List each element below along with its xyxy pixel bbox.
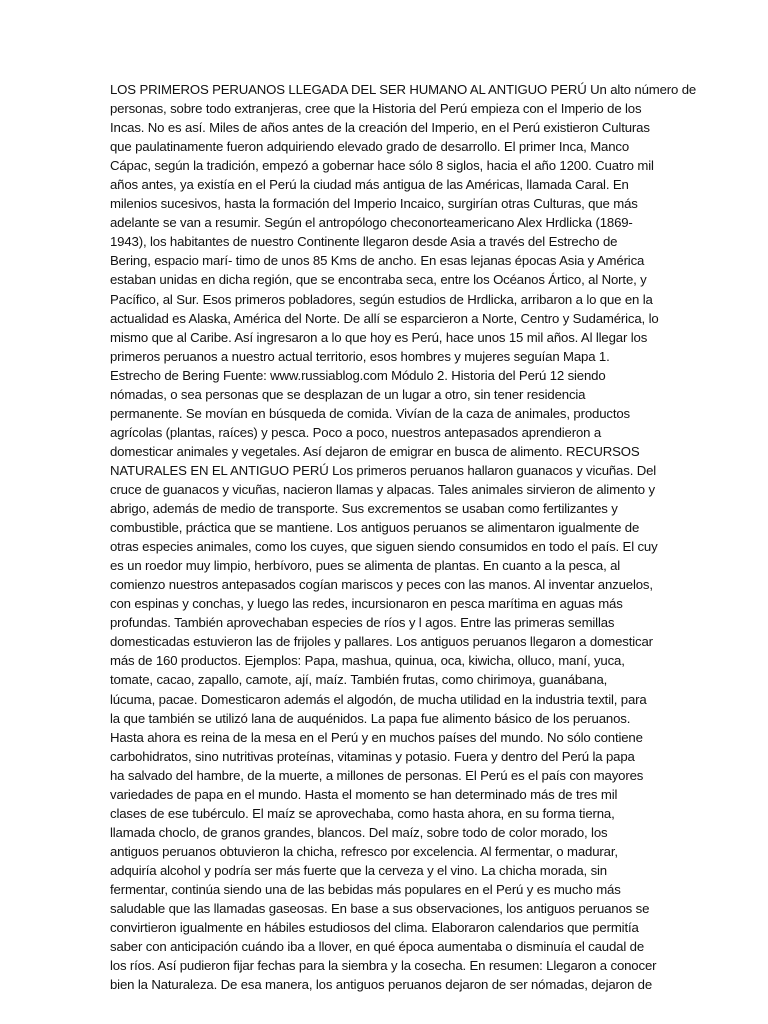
text-line: clases de ese tubérculo. El maíz se aprovechaba, como hasta ahora, en su forma tierna, bbox=[110, 805, 615, 821]
text-line: es un roedor muy limpio, herbívoro, pues se alimenta de plantas. En cuanto a la pesca, al bbox=[110, 558, 621, 574]
text-line: fermentar, continúa siendo una de las bebidas más populares en el Perú y es mucho más bbox=[110, 881, 621, 897]
text-line: permanente. Se movían en búsqueda de comida. Vivían de la caza de animales, productos bbox=[110, 405, 630, 421]
text-line: llamada choclo, de granos grandes, blancos. Del maíz, sobre todo de color morado, los bbox=[110, 824, 608, 840]
text-line: saludable que las llamadas gaseosas. En base a sus observaciones, los antiguos peruanos se bbox=[110, 901, 650, 917]
text-line: personas, sobre todo extranjeras, cree que la Historia del Perú empieza con el Imperio de los bbox=[110, 101, 642, 117]
text-line: que paulatinamente fueron adquiriendo elevado grado de desarrollo. El primer Inca, Manco bbox=[110, 139, 630, 155]
text-line: tomate, cacao, zapallo, camote, ají, maíz. También frutas, como chirimoya, guanábana, bbox=[110, 672, 608, 688]
document-body-text bbox=[110, 80, 697, 993]
text-line: lúcuma, pacae. Domesticaron además el algodón, de mucha utilidad en la industria textil, para bbox=[110, 691, 647, 707]
text-line: mismo que al Caribe. Así ingresaron a lo que hoy es Perú, hace unos 15 mil años. Al llegar los bbox=[110, 329, 648, 345]
text-line: años antes, ya existía en el Perú la ciudad más antigua de las Américas, llamada Caral. En bbox=[110, 177, 629, 193]
text-line: Incas. No es así. Miles de años antes de la creación del Imperio, en el Perú existieron Culturas bbox=[110, 120, 650, 136]
text-line: comienzo nuestros antepasados cogían mariscos y peces con las manos. Al inventar anzuelos, bbox=[110, 577, 653, 593]
text-line: cruce de guanacos y vicuñas, nacieron llamas y alpacas. Tales animales sirvieron de alimento y bbox=[110, 481, 655, 497]
text-line: Estrecho de Bering Fuente: www.russiablog.com Módulo 2. Historia del Perú 12 siendo bbox=[110, 367, 606, 383]
text-line: LOS PRIMEROS PERUANOS LLEGADA DEL SER HUMANO AL ANTIGUO PERÚ Un alto número de bbox=[110, 82, 697, 97]
text-line: más de 160 productos. Ejemplos: Papa, mashua, quinua, oca, kiwicha, olluco, maní, yuca, bbox=[110, 653, 625, 669]
text-line: Bering, espacio marí- timo de unos 85 Kms de ancho. En esas lejanas épocas Asia y América bbox=[110, 253, 645, 269]
text-line: con espinas y conchas, y luego las redes, incursionaron en pesca marítima en aguas más bbox=[110, 596, 623, 612]
text-line: Hasta ahora es reina de la mesa en el Perú y en muchos países del mundo. No sólo contiene bbox=[110, 729, 643, 745]
text-line: estaban unidas en dicha región, que se encontraba seca, entre los Océanos Ártico, al Norte, y bbox=[110, 272, 647, 288]
text-line: carbohidratos, sino nutritivas proteínas, vitaminas y potasio. Fuera y dentro del Perú la papa bbox=[110, 748, 635, 764]
text-line: los ríos. Así pudieron fijar fechas para la siembra y la cosecha. En resumen: Llegaron a conocer bbox=[110, 958, 657, 974]
text-line: milenios sucesivos, hasta la formación del Imperio Incaico, surgirían otras Culturas, que más bbox=[110, 196, 638, 212]
text-line: antiguos peruanos obtuvieron la chicha, refresco por excelencia. Al fermentar, o madurar, bbox=[110, 843, 618, 859]
text-line: profundas. También aprovechaban especies de ríos y l agos. Entre las primeras semillas bbox=[110, 615, 615, 631]
text-line: NATURALES EN EL ANTIGUO PERÚ Los primeros peruanos hallaron guanacos y vicuñas. Del bbox=[110, 462, 657, 478]
text-line: domesticar animales y vegetales. Así dejaron de emigrar en busca de alimento. RECURSOS bbox=[110, 443, 640, 459]
text-line: la que también se utilizó lana de auquénidos. La papa fue alimento básico de los peruanos. bbox=[110, 710, 631, 726]
text-line: ha salvado del hambre, de la muerte, a millones de personas. El Perú es el país con mayores bbox=[110, 767, 644, 783]
text-line: adelante se van a resumir. Según el antropólogo checonorteamericano Alex Hrdlicka (1869- bbox=[110, 215, 633, 231]
text-line: adquiría alcohol y podría ser más fuerte que la cerveza y el vino. La chicha morada, sin bbox=[110, 862, 607, 878]
text-line: primeros peruanos a nuestro actual territorio, esos hombres y mujeres seguían Mapa 1. bbox=[110, 348, 610, 364]
text-line: variedades de papa en el mundo. Hasta el momento se han determinado más de tres mil bbox=[110, 786, 618, 802]
text-line: Pacífico, al Sur. Esos primeros pobladores, según estudios de Hrdlicka, arribaron a lo que en la bbox=[110, 291, 653, 307]
text-line: agrícolas (plantas, raíces) y pesca. Poco a poco, nuestros antepasados aprendieron a bbox=[110, 424, 602, 440]
text-line: Cápac, según la tradición, empezó a gobernar hace sólo 8 siglos, hacia el año 1200. Cuatro mil bbox=[110, 158, 654, 174]
text-line: domesticadas estuvieron las de frijoles y pallares. Los antiguos peruanos llegaron a domesticar bbox=[110, 634, 653, 650]
text-line: combustible, práctica que se mantiene. Los antiguos peruanos se alimentaron igualmente de bbox=[110, 520, 640, 536]
text-line: actualidad es Alaska, América del Norte. De allí se esparcieron a Norte, Centro y Sudamérica, lo bbox=[110, 310, 659, 326]
text-line: convirtieron igualmente en hábiles estudiosos del clima. Elaboraron calendarios que permitía bbox=[110, 920, 639, 936]
text-line: bien la Naturaleza. De esa manera, los antiguos peruanos dejaron de ser nómadas, dejaron de bbox=[110, 977, 653, 993]
text-line: nómadas, o sea personas que se desplazan de un lugar a otro, sin tener residencia bbox=[110, 386, 586, 402]
text-line: otras especies animales, como los cuyes, que siguen siendo consumidos en todo el país. El cuy bbox=[110, 539, 658, 555]
text-line: abrigo, además de medio de transporte. Sus excrementos se usaban como fertilizantes y bbox=[110, 501, 618, 517]
text-line: saber con anticipación cuándo iba a llover, en qué época aumentaba o disminuía el caudal de bbox=[110, 939, 645, 955]
text-line: 1943), los habitantes de nuestro Continente llegaron desde Asia a través del Estrecho de bbox=[110, 234, 618, 250]
